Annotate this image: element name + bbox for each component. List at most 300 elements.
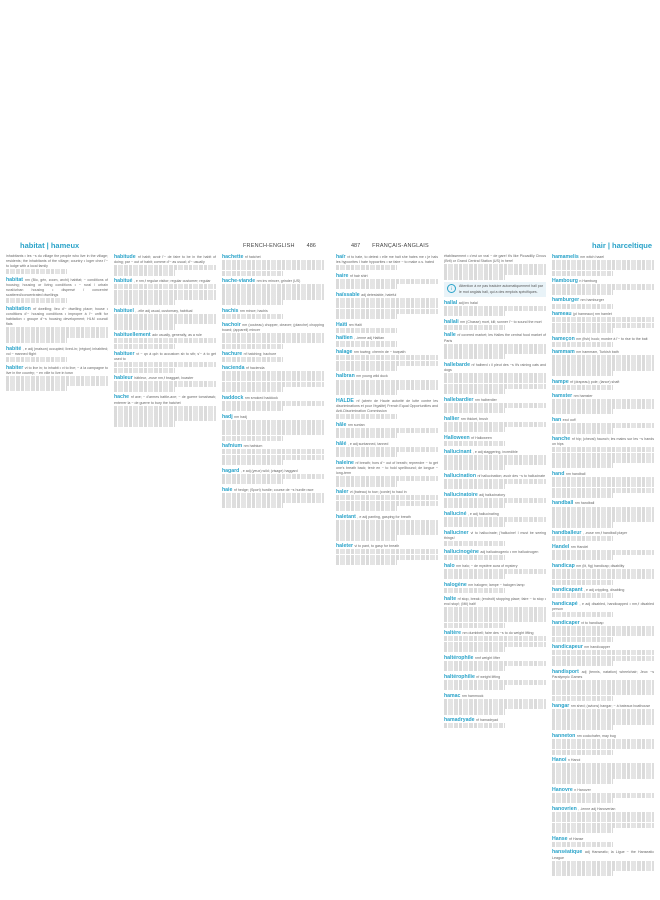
dictionary-entry — [444, 362, 546, 394]
headword: haddock — [222, 394, 245, 401]
headword: hand — [552, 470, 566, 477]
text-line — [444, 647, 505, 652]
definition-text: nm hafnium — [243, 444, 263, 449]
dictionary-entry — [6, 306, 108, 343]
text-line — [552, 493, 613, 498]
headword: hampe — [552, 378, 571, 385]
left-page-number: 486 — [306, 243, 316, 249]
definition-text: nm (Bio, gén, zoom, archi) habitat; ~ conditions of housing; housing or living conditions • ~ rural / urbain rural/urban housing • dispersé / concentré scattered/concentrated dwellings — [6, 277, 109, 298]
dictionary-entry — [552, 587, 654, 598]
headword: handicap — [552, 562, 577, 569]
headword: hamamelis — [552, 254, 581, 260]
definition-text: nm (lit, fig) handicap; disability — [576, 563, 625, 568]
dictionary-entry — [222, 254, 324, 276]
dictionary-entry — [114, 394, 216, 426]
dictionary-entry — [444, 693, 546, 715]
definition-text: nm halo; ~ de mystère aura of mystery — [456, 563, 518, 568]
definition-text: nf habit; avoir l'~ de faire to be in the habit of doing; par ~ out of habit; comme d'~ as usual; d'~ usually — [114, 255, 216, 265]
headword: habitation — [6, 306, 34, 313]
dictionary-entry — [552, 806, 654, 833]
headword: hagard — [222, 467, 241, 474]
headword: hallebardier — [444, 396, 475, 403]
dictionary-entry — [222, 322, 324, 349]
text-line — [444, 709, 505, 714]
right-columns — [336, 254, 654, 860]
text-line — [552, 593, 613, 598]
headword: hafnium — [222, 443, 244, 450]
headword: hâlé — [336, 440, 348, 447]
headword: hanovrien — [552, 806, 579, 812]
info-icon: i — [447, 284, 456, 293]
dictionary-entry — [222, 278, 324, 305]
definition-text: , e adj hallucinating — [467, 512, 499, 516]
text-line — [444, 503, 505, 508]
definition-text: adj detestable, hateful — [361, 292, 397, 297]
dictionary-entry — [336, 543, 438, 565]
definition-text: nm towing; chemin de ~ towpath — [353, 350, 406, 355]
dictionary-entry — [444, 596, 546, 628]
definition-text: nf axe; ~ d'armes battle-axe; ~ de guerre tomahawk; enterrer la ~ de guerre to bury the hatchet — [114, 395, 216, 405]
headword: haletant — [336, 513, 358, 520]
dictionary-entry — [222, 395, 324, 411]
text-line — [336, 265, 397, 270]
dictionary-entry — [552, 500, 654, 527]
text-line — [552, 555, 613, 560]
definition-text: (pl hameaux) nm hamlet — [573, 312, 612, 317]
text-line — [222, 300, 283, 305]
text-line — [552, 536, 613, 541]
definition-text: nm halogen; lampe ~ halogen lamp — [468, 582, 525, 587]
dictionary-entry — [336, 322, 438, 333]
text-line — [552, 428, 613, 433]
headword: hableur — [114, 375, 135, 382]
definition-text: nf hamadryad — [476, 718, 498, 723]
text-line — [336, 341, 397, 346]
dictionary-entry — [552, 563, 654, 585]
text-line — [552, 828, 613, 833]
definition-text: , -elle adj usual, customary, habitual — [135, 308, 193, 313]
definition-text: , e adj staggering, incredible — [472, 449, 518, 454]
right-running-head — [592, 241, 652, 251]
definition-text: adj hallucinatory — [479, 492, 506, 497]
dictionary-entry — [6, 254, 108, 274]
definition-text: nf hallucination; avoir des ~s to hallucinate — [477, 473, 546, 478]
dictionary-entry — [114, 278, 216, 305]
definition-text: nf weight lifting — [476, 674, 501, 679]
text-line — [552, 290, 613, 295]
dictionary-entry — [222, 468, 324, 484]
dictionary-entry — [444, 473, 546, 489]
text-line — [336, 328, 397, 333]
definition-text: nm handball — [574, 501, 595, 506]
text-line — [336, 390, 397, 395]
headword: habituel — [114, 307, 136, 314]
definition-text: nm hammock — [461, 693, 484, 698]
definition-text: nf Halloween — [471, 435, 492, 440]
text-line — [222, 271, 283, 276]
dictionary-entry — [552, 336, 654, 347]
headword: hallucinant — [444, 448, 473, 455]
text-line — [444, 623, 505, 628]
definition-text: nf dwelling; lieu d'~ dwelling place; house • conditions d'~ housing conditions • impropre à l'~ unfit for habitation • groupe d'~s housing development; HLM council flats — [6, 307, 108, 327]
right-section-header — [351, 241, 429, 251]
left-columns — [6, 254, 324, 664]
definition-text: n Hamburg — [579, 279, 598, 284]
definition-text: , e adj crippling, disabling — [584, 588, 625, 593]
text-line — [552, 661, 613, 666]
text-line — [444, 427, 505, 432]
definition-text: nm halberdier — [474, 397, 497, 402]
dictionary-entry — [6, 346, 108, 362]
definition-text: nf hair shirt — [349, 273, 368, 278]
dictionary-entry — [552, 417, 654, 433]
dictionary-entry — [552, 849, 654, 876]
headword: haïr — [336, 254, 348, 260]
left-column-2 — [114, 254, 216, 664]
headword: hallier — [444, 415, 461, 422]
headword: hanneton — [552, 732, 577, 739]
headword: hanche — [552, 436, 572, 443]
dictionary-entry — [336, 292, 438, 319]
definition-text: nm witch hazel — [580, 255, 605, 259]
text-line — [336, 366, 397, 371]
dictionary-entry — [444, 397, 546, 413]
definition-text: , e nm,f regular visitor; regular customer; regular — [133, 279, 211, 284]
headword: handicapant — [552, 587, 584, 594]
dictionary-entry — [552, 644, 654, 666]
dictionary-entry — [444, 563, 546, 579]
right-column-3 — [552, 254, 654, 860]
headword: halage — [336, 349, 354, 356]
dictionary-entry — [114, 351, 216, 373]
definition-text: vt to hate, to detest • elle me hait she hates me • je hais les hypocrites I hate hypocrites • se faire ~ to make o.s. hated — [336, 255, 438, 265]
definition-text: nf hatching; hachure — [243, 352, 277, 357]
dictionary-entry — [222, 308, 324, 319]
headword: habitat — [6, 276, 25, 283]
dictionary-entry — [444, 449, 546, 471]
headword: haie — [222, 486, 234, 493]
headword: hallucinatoire — [444, 491, 480, 498]
right-column-2 — [444, 254, 547, 724]
definition-text: excl oof! — [562, 418, 577, 423]
headword: hamburger — [552, 297, 581, 304]
right-page-number: 487 — [351, 243, 361, 249]
text-line — [552, 779, 613, 784]
text-line — [222, 479, 283, 484]
headword: Hanse — [552, 835, 570, 842]
headword: habité — [6, 345, 23, 352]
text-line — [444, 354, 505, 359]
text-line — [222, 314, 283, 319]
dictionary-entry — [552, 620, 654, 642]
definition-text: nf hip; (cheval) haunch; les mains sur les ~s hands on hips — [552, 437, 654, 447]
dictionary-entry — [444, 435, 546, 446]
dictionary-entry — [552, 733, 654, 755]
headword: hammam — [552, 349, 577, 356]
headword: hacienda — [222, 364, 246, 371]
headword: han — [552, 417, 563, 424]
headword: hallebarde — [444, 361, 472, 368]
definition-text: , e adj panting, gasping for breath — [357, 514, 411, 519]
text-line — [444, 522, 505, 527]
dictionary-entry — [552, 297, 654, 308]
left-running-head — [20, 241, 79, 251]
text-line — [552, 725, 613, 730]
dictionary-entry — [114, 332, 216, 348]
definition-text: nmf weight lifter — [474, 655, 501, 660]
definition-text: hâbleur, -euse nm,f braggart, boaster — [134, 376, 194, 381]
dictionary-entry — [336, 373, 438, 395]
text-line — [552, 463, 613, 468]
dictionary-entry — [552, 278, 654, 294]
headword: habituellement — [114, 332, 153, 339]
headword: habituer — [114, 351, 137, 358]
definition-text: nm handball — [565, 471, 586, 476]
text-line — [222, 344, 283, 349]
right-column-1 — [336, 254, 438, 664]
dictionary-entry — [336, 335, 438, 346]
dictionary-entry — [552, 757, 654, 784]
dictionary-entry — [552, 436, 654, 468]
text-line — [552, 580, 613, 585]
text-line — [222, 436, 283, 441]
text-line — [444, 574, 505, 579]
text-line — [552, 612, 613, 617]
dictionary-entry — [336, 349, 438, 371]
definition-text: nm (couteau) chopper, cleaver; (planche) chopping board; (appareil) mincer — [222, 322, 324, 332]
definition-text: vt (bateau) to tow; (corde) to haul in — [349, 490, 407, 495]
text-line — [6, 386, 67, 391]
left-column-1 — [6, 254, 108, 664]
definition-text: nf breath; hors d'~ out of breath; reprendre ~ to get one's breath back; tenir en ~ to hold spellbound; de longue ~ long-term — [336, 460, 438, 476]
text-line — [552, 696, 613, 701]
definition-text: vi to hallucinate; j'hallucine! I must be seeing things! — [444, 531, 546, 541]
dictionary-entry — [552, 703, 654, 730]
dictionary-entry — [444, 492, 546, 508]
right-guide-words: hair | harceltique — [592, 241, 653, 250]
text-line — [114, 387, 175, 392]
text-line — [552, 637, 613, 642]
text-line — [444, 389, 505, 394]
headword: hamadryade — [444, 717, 477, 724]
text-line — [552, 871, 613, 876]
definition-text: , e adj (maison) occupied; lived-in; (région) inhabited; vol ~ manned flight — [6, 346, 109, 356]
definition-text: n Hanover — [574, 787, 591, 792]
left-section-header — [243, 241, 316, 251]
definition-text: nf hatchet — [244, 255, 261, 259]
definition-text: adj (tennis, natation) wheelchair; Jeux ~s Paralympic Games — [552, 669, 654, 679]
dictionary-entry — [336, 514, 438, 541]
headword: habitué — [114, 278, 134, 285]
text-line — [336, 314, 397, 319]
text-line — [444, 541, 505, 546]
text-line — [444, 588, 505, 593]
headword: Hambourg — [552, 278, 580, 285]
definition-text: nm hamster — [573, 393, 593, 398]
text-line — [336, 560, 397, 565]
dictionary-entry — [444, 530, 546, 546]
headword: hameau — [552, 311, 574, 318]
dictionary-entry — [336, 422, 438, 438]
headword: hache-viande — [222, 278, 257, 285]
usage-note — [444, 282, 546, 296]
definition-text: nm Haiti — [348, 322, 362, 327]
headword: hanséatique — [552, 849, 585, 856]
definition-text: , e adj suntanned, tanned — [347, 441, 389, 446]
definition-text: nm shed; (avions) hangar; ~ à bateaux boathouse — [570, 704, 651, 709]
definition-text: nf hacienda — [245, 365, 265, 370]
dictionary-entry — [552, 254, 654, 276]
definition-text: nm suntan — [347, 422, 365, 427]
headword: handballeur — [552, 530, 583, 537]
definition-text: nm (fish) hook; mordre à l'~ to rise to the bait — [576, 336, 648, 341]
definition-text: nm handicapper — [584, 645, 611, 650]
text-line — [444, 484, 505, 489]
dictionary-entry — [444, 582, 546, 593]
headword: haltère — [444, 630, 463, 637]
text-line — [336, 452, 397, 457]
dictionary-entry — [552, 471, 654, 498]
text-line — [444, 723, 505, 728]
definition-text: nf (abrév de Haute autorité de lutte contre les discriminations et pour l'égalité) French Equal Opportunities and Anti-Discrimination Commission — [336, 398, 438, 413]
text-line — [222, 387, 283, 392]
dictionary-entry — [114, 308, 216, 330]
dictionary-entry — [444, 630, 546, 652]
headword: handicapé — [552, 601, 580, 608]
text-line — [336, 481, 397, 486]
definition-text: , -euse nm,f handball player — [582, 531, 628, 536]
dictionary-entry — [444, 549, 546, 560]
definition-text: nf halberd • il pleut des ~s it's raining cats and dogs — [444, 362, 547, 372]
text-line — [6, 357, 67, 362]
headword: hallali — [444, 318, 461, 325]
text-line — [114, 300, 175, 305]
text-line — [444, 311, 505, 316]
text-line — [552, 304, 613, 309]
text-line — [6, 338, 67, 343]
dictionary-entry — [6, 277, 108, 303]
definition-text: adj inv halal — [458, 300, 478, 305]
headword: hallucination — [444, 472, 478, 479]
left-section-label: FRENCH-ENGLISH — [243, 243, 295, 249]
dictionary-entry — [336, 273, 438, 289]
definition-text: établissement • c'est un vrai ~ de gare! it's like Piccadilly Circus (Brit) or Grand Central Station (US) in here! — [444, 254, 546, 264]
dictionary-entry — [444, 300, 546, 316]
dictionary-entry — [6, 365, 108, 392]
headword: haleine — [336, 459, 356, 466]
text-line — [114, 421, 175, 426]
definition-text: nf (drapeau) pole; (lance) shaft — [570, 379, 620, 384]
definition-text: inhabitants • les ~s du village the people who live in the village; residents; the inhabitants of the village; country • loger chez l'~ to lodge with a local family — [6, 254, 108, 269]
usage-note-text: Attention à ne pas traduire automatiquement hall par le mot anglais hall, qui a des emplois spécifiques. — [459, 284, 543, 294]
dictionary-entry — [336, 460, 438, 487]
definition-text: nm Handel — [570, 544, 589, 549]
headword: hallucinogène — [444, 548, 481, 555]
headword: handisport — [552, 668, 582, 675]
dictionary-entry — [336, 441, 438, 457]
headword: Haïti — [336, 321, 349, 328]
definition-text: nm hammam, Turkish bath — [576, 350, 619, 355]
definition-text: nm smoked haddock — [244, 395, 278, 400]
text-line — [444, 465, 505, 470]
dictionary-entry — [444, 416, 546, 432]
text-line — [444, 555, 505, 560]
text-line — [552, 271, 613, 276]
headword: hamster — [552, 392, 574, 399]
text-line — [336, 414, 397, 419]
definition-text: nm dumbbell; faire des ~s to do weight lifting — [462, 631, 534, 636]
definition-text: n Hanoi — [567, 758, 581, 763]
headword: halluciné — [444, 511, 468, 517]
text-line — [114, 270, 175, 275]
dictionary-entry — [552, 601, 654, 617]
text-line — [336, 433, 397, 438]
dictionary-entry — [336, 254, 438, 270]
text-line — [552, 371, 613, 376]
headword: Hanoi — [552, 757, 568, 764]
headword: hache — [114, 394, 131, 401]
dictionary-entry — [552, 544, 654, 560]
text-line — [552, 798, 613, 803]
headword: halo — [444, 562, 457, 569]
definition-text: vt ~ qn à qch to accustom sb to sth; s'~ à to get used to — [114, 352, 217, 362]
headword: handball — [552, 500, 575, 507]
text-line — [336, 535, 397, 540]
definition-text: adj hallucinogenic • nm hallucinogen — [480, 549, 539, 554]
headword: haleter — [336, 543, 355, 550]
dictionary-entry — [222, 487, 324, 509]
dictionary-entry — [222, 365, 324, 392]
headword: halle — [444, 332, 458, 339]
headword: handicapeur — [552, 644, 585, 651]
definition-text: nf hedge; (Sport) hurdle; course de ~s hurdle race — [233, 487, 314, 492]
headword: hamac — [444, 692, 462, 699]
headword: hachoir — [222, 321, 243, 328]
headword: hachure — [222, 351, 244, 358]
headword: Halloween — [444, 434, 472, 441]
headword: hallal — [444, 299, 459, 306]
text-line — [444, 666, 505, 671]
dictionary-entry — [444, 717, 546, 728]
dictionary-entry — [444, 254, 546, 280]
definition-text: nm cockchafer, may bug — [576, 733, 616, 738]
text-line — [444, 685, 505, 690]
definition-text: vi to pant, to gasp for breath — [354, 544, 400, 549]
dictionary-entry — [552, 787, 654, 803]
headword: hachis — [222, 307, 240, 314]
headword: hachette — [222, 254, 245, 260]
definition-text: nm young wild duck — [356, 374, 388, 379]
headword: habiter — [6, 364, 25, 371]
text-line — [6, 298, 67, 303]
left-guide-words: habitat | hameux — [20, 241, 80, 250]
dictionary-entry — [444, 511, 546, 527]
dictionary-entry — [552, 379, 654, 390]
dictionary-entry — [336, 489, 438, 511]
definition-text: nm inv mincer, grinder (US) — [256, 279, 301, 284]
definition-text: nm (Chasse) mort, kill; sonner l'~ to sound the mort — [460, 319, 542, 324]
text-line — [444, 408, 505, 413]
right-section-label: FRANÇAIS-ANGLAIS — [372, 243, 429, 249]
text-line — [222, 406, 283, 411]
definition-text: nf covered market; les Halles the central food market of Paris — [444, 333, 546, 343]
text-line — [336, 506, 397, 511]
text-line — [222, 460, 283, 465]
headword: haltérophile — [444, 654, 475, 661]
headword: haïssable — [336, 291, 362, 298]
definition-text: nm hadj — [234, 414, 247, 419]
definition-text: nm hamburger — [580, 298, 604, 303]
